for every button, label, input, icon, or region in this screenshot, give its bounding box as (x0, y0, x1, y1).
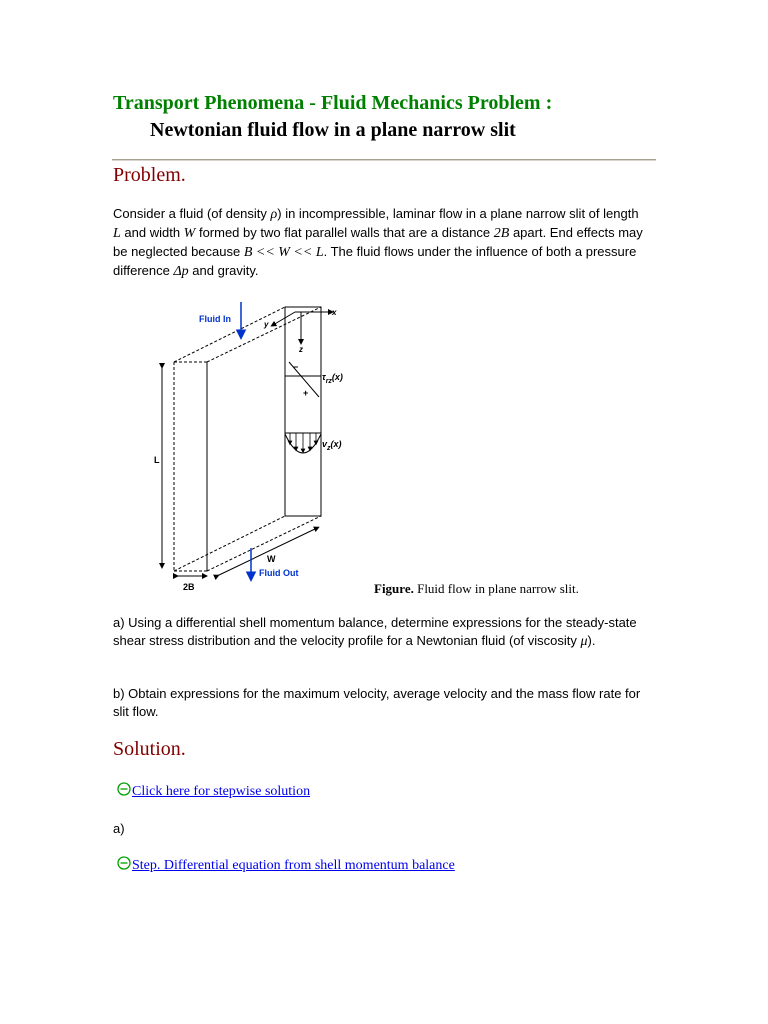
solution-heading: Solution. (113, 738, 186, 760)
stepwise-solution-link[interactable]: Click here for stepwise solution (132, 784, 311, 799)
problem-heading: Problem. (113, 164, 186, 186)
fluid-out-label: Fluid Out (259, 568, 299, 578)
shear-stress-label: $\tau_{rz}(x)$ (322, 372, 343, 385)
page-subtitle: Newtonian fluid flow in a plane narrow slit (150, 119, 516, 141)
z-axis-label: z (299, 345, 303, 354)
gap-dimension (176, 576, 205, 592)
slab-solid-edges (207, 307, 321, 571)
step-differential-equation-link[interactable]: Step. Differential equation from shell momentum balance (132, 858, 455, 873)
stepwise-toggle[interactable] (117, 782, 310, 800)
figure-caption: Figure. Fluid flow in plane narrow slit. (374, 581, 579, 596)
problem-intro: Consider a fluid (of density ρ) in incompressible, laminar flow in a plane narrow slit of length L and width W formed by two flat parallel walls that are a distance 2B apart. End effects may be neglected because B << W << L. The fluid flows under the influence of both a pressure difference Δp and gravity. (113, 206, 643, 279)
step-toggle[interactable] (117, 856, 455, 874)
velocity-label: $v_z(x)$ (322, 439, 342, 452)
plus-sign: + (303, 388, 309, 398)
velocity-profile (285, 433, 342, 453)
fluid-in-indicator (199, 302, 241, 334)
shear-stress-profile (285, 362, 343, 398)
problem-part-a: a) Using a differential shell momentum balance, determine expressions for the steady-state shear stress distribution and the velocity profile for a Newtonian fluid (of viscosity μ). (113, 615, 637, 649)
y-axis-label: y (264, 320, 269, 329)
problem-part-b: b) Obtain expressions for the maximum velocity, average velocity and the mass flow rate for slit flow. (113, 686, 641, 719)
horizontal-divider (112, 159, 656, 161)
gap-label: 2B (183, 582, 195, 592)
length-dimension (154, 366, 162, 566)
x-axis-label: x (332, 308, 337, 317)
solution-part-a-label: a) (113, 821, 125, 836)
minus-circle-icon[interactable] (117, 782, 131, 796)
fluid-in-label: Fluid In (199, 314, 231, 324)
minus-circle-icon[interactable] (117, 856, 131, 870)
coordinate-axes (263, 308, 337, 354)
page-title: Transport Phenomena - Fluid Mechanics Problem : (113, 92, 553, 114)
length-label: L (154, 455, 160, 465)
slit-flow-figure (145, 300, 355, 600)
width-label: W (267, 554, 276, 564)
minus-sign: − (293, 362, 299, 372)
